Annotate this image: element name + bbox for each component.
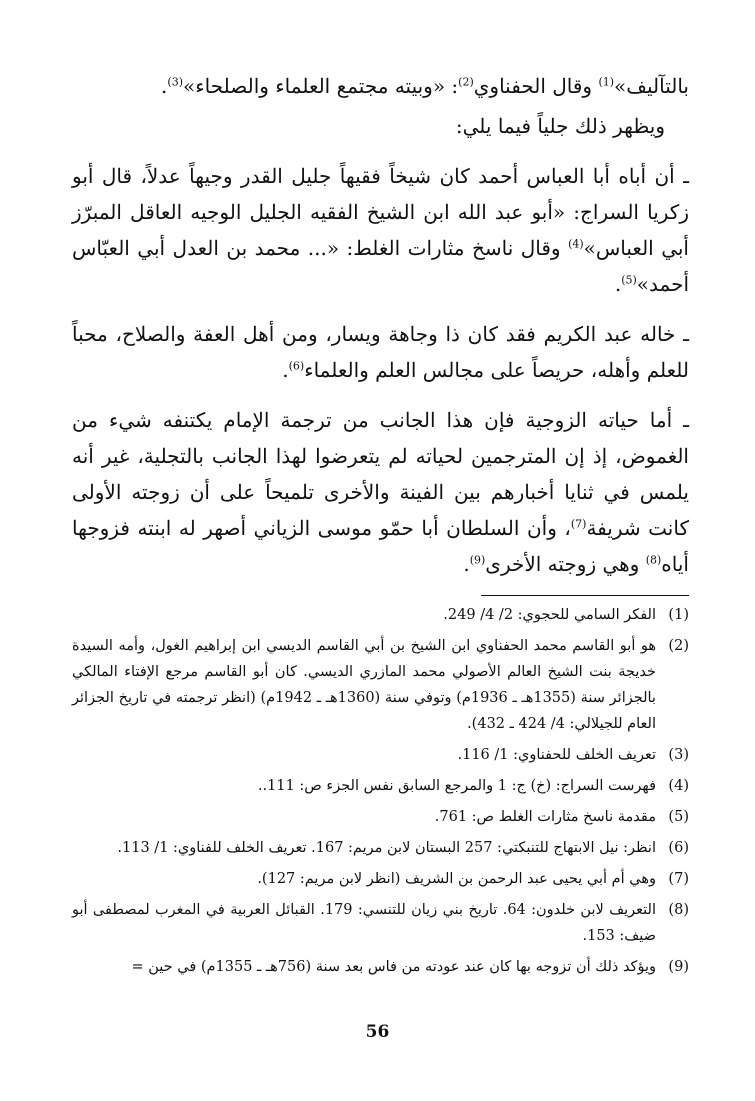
text-run: . [614, 272, 622, 296]
paragraph [72, 108, 689, 144]
footnote-number: (8) [668, 902, 689, 918]
footnote-ref: (5) [621, 273, 637, 287]
footnote-text: ويؤكد ذلك أن تزوجه بها كان عند عودته من فاس بعد سنة (756هـ ـ 1355م) في حين = [131, 959, 656, 975]
footnote-ref: (1) [598, 75, 615, 89]
footnote [72, 954, 689, 980]
footnote-text: الفكر السامي للحجوي: 2/ 4/ 249. [443, 607, 656, 623]
footnote-ref: (9) [469, 553, 486, 567]
text-run: ويظهر ذلك جلياً فيما يلي: [455, 114, 665, 138]
text-run: وقال ناسخ مثارات الغلط: «... محمد بن العدل أبي العبّاس أحمد» [72, 236, 689, 296]
footnote-separator [481, 595, 689, 596]
page-number: 56 [365, 1022, 390, 1042]
footnote-number: (1) [668, 607, 689, 623]
footnote-number: (3) [668, 747, 689, 763]
paragraph [72, 316, 689, 388]
footnote-ref: (3) [167, 75, 183, 89]
footnote-number: (4) [668, 778, 689, 794]
footnote [72, 602, 689, 628]
footnote [72, 835, 689, 861]
text-run: ، وأن السلطان أبا حمّو موسى الزياني أصهر له ابنته فزوجها أياه [72, 516, 689, 576]
text-run: . [463, 552, 470, 576]
footnote-ref: (4) [568, 237, 584, 251]
footnote [72, 742, 689, 768]
text-run: ـ أما حياته الزوجية فإن هذا الجانب من ترجمة الإمام يكتنفه شيء من الغموض، إذ إن المترجمين لحياته لم يتعرضوا لهذا الجانب بالتجلية، غير أنه يلمس في ثنايا أخبارهم بين الفينة والأخرى تلميحاً على أن زوجته الأولى كانت شريفة [72, 408, 689, 540]
text-run: ـ خاله عبد الكريم فقد كان ذا وجاهة ويسار، ومن أهل العفة والصلاح، محباً للعلم وأهله، حريصاً على مجالس العلم والعلماء [72, 322, 689, 382]
paragraph [72, 402, 689, 582]
footnote [72, 773, 689, 799]
paragraph [72, 158, 689, 302]
footnote-text: وهي أم أبي يحيى عبد الرحمن بن الشريف (انظر لابن مريم: 127). [257, 871, 656, 887]
footnote-number: (6) [668, 840, 689, 856]
footnote-number: (2) [668, 638, 689, 654]
footnote-text: مقدمة ناسخ مثارات الغلط ص: 761. [434, 809, 656, 825]
footnote [72, 866, 689, 892]
footnote-text: التعريف لابن خلدون: 64. تاريخ بني زيان للتنسي: 179. القبائل العربية في المغرب لمصطفى أبو ضيف: 153. [72, 902, 656, 944]
footnote [72, 804, 689, 830]
text-run: . [161, 74, 168, 98]
footnote [72, 633, 689, 737]
footnote-text: انظر: نيل الابتهاج للتنبكتي: 257 البستان لابن مريم: 167. تعريف الخلف للفناوي: 1/ 113. [117, 840, 656, 856]
footnote-ref: (2) [458, 75, 474, 89]
footnote-ref: (6) [288, 359, 305, 373]
text-run: : «وبيته مجتمع العلماء والصلحاء» [182, 74, 459, 98]
footnote-text: تعريف الخلف للحفناوي: 1/ 116. [457, 747, 656, 763]
footnote-text: فهرست السراج: (خ) ج: 1 والمرجع السابق نفس الجزء ص: 111.. [257, 778, 656, 794]
footnote-text: هو أبو القاسم محمد الحفناوي ابن الشيخ بن أبي القاسم الديسي ابن إبراهيم الغول، وأمه السيدة خديجة بنت الشيخ العالم الأصولي محمد المازري الديسي. كان أبو القاسم مرجع الإفتاء المالكي بالجزائر سنة (1355هـ ـ 1936م) وتوفي سنة (1360هـ ـ 1942م) (انظر ترجمته في تاريخ الجزائر العام للجيلالي: 4/ 424 ـ 432). [72, 638, 656, 732]
footnote [72, 897, 689, 949]
text-run: وقال الحفناوي [473, 74, 599, 98]
paragraph [72, 68, 689, 104]
footnote-ref: (7) [570, 517, 587, 531]
footnote-number: (9) [668, 959, 689, 975]
text-run: . [282, 358, 289, 382]
text-run: ـ أن أباه أبا العباس أحمد كان شيخاً فقيهاً جليل القدر وجيهاً عدلاً، قال أبو زكريا السراج: «أبو عبد الله ابن الشيخ الفقيه الجليل الوجيه العاقل المبرّز أبي العباس» [72, 164, 689, 260]
footnote-number: (5) [668, 809, 689, 825]
footnotes [72, 602, 689, 985]
footnote-number: (7) [668, 871, 689, 887]
main-text [72, 68, 689, 582]
text-run: بالتآليف» [614, 74, 689, 98]
text-run: وهي زوجته الأخرى [485, 552, 646, 576]
footnote-ref: (8) [645, 553, 662, 567]
